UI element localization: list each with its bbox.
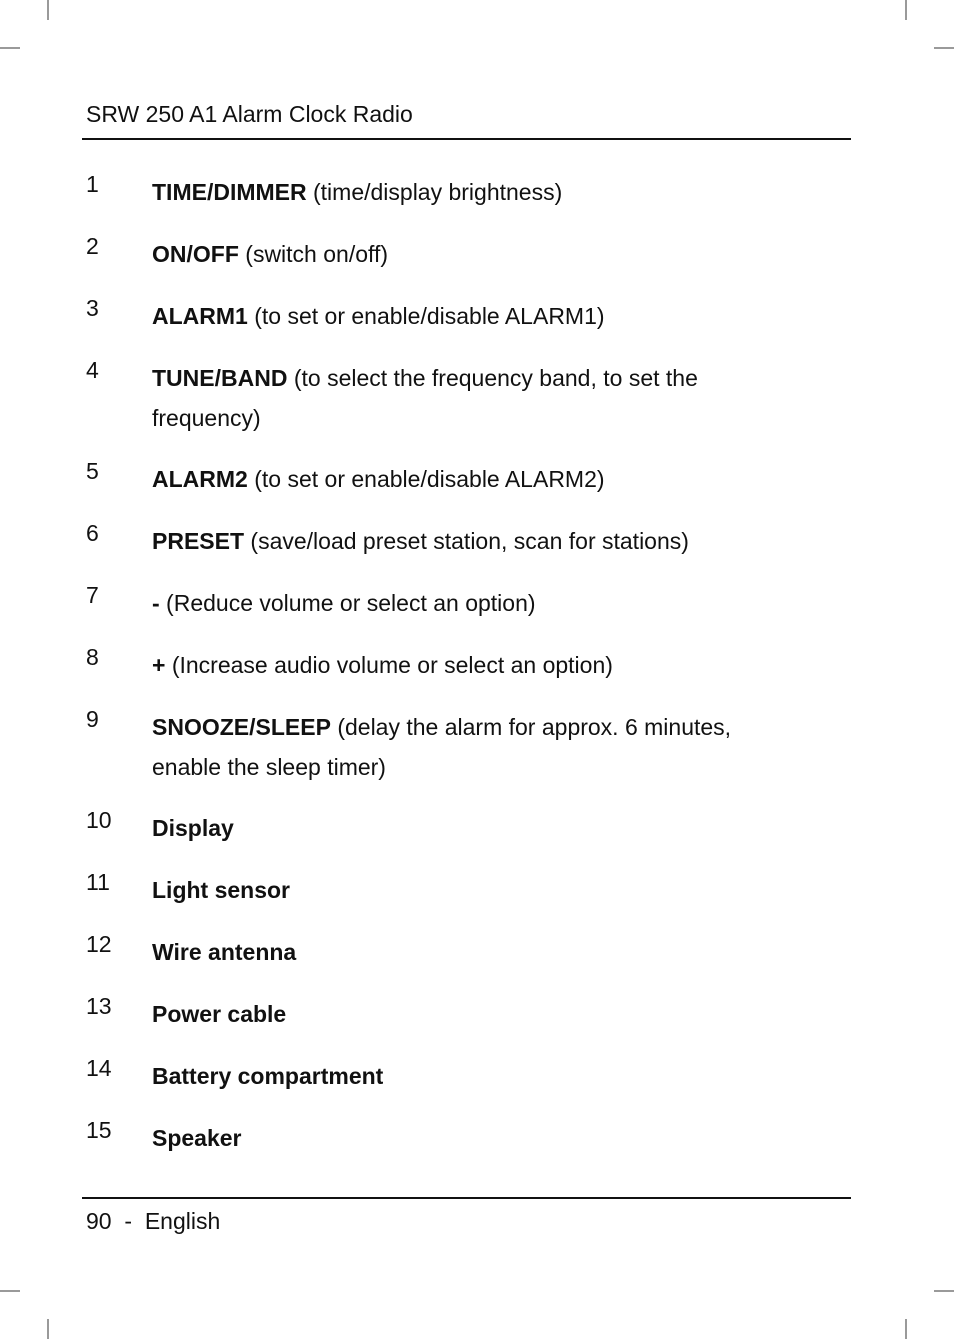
footer-language: English	[144, 1208, 221, 1234]
item-number: 3	[86, 295, 99, 321]
item-text	[152, 172, 772, 212]
header-rule	[82, 138, 851, 140]
item-number: 6	[86, 520, 99, 546]
item-text	[152, 1056, 772, 1096]
item-number: 7	[86, 582, 99, 608]
item-label: +	[152, 652, 166, 678]
item-description: (to select the frequency band, to set the frequency)	[152, 365, 698, 431]
item-number: 9	[86, 706, 99, 732]
item-label: TIME/DIMMER	[152, 179, 307, 205]
item-description: (Increase audio volume or select an option)	[165, 652, 613, 678]
item-number: 5	[86, 458, 99, 484]
item-description: (save/load preset station, scan for stations)	[244, 528, 689, 554]
crop-mark-top-right-horizontal	[934, 47, 954, 49]
footer-separator: -	[124, 1208, 133, 1234]
item-text	[152, 358, 752, 438]
footer-rule	[82, 1197, 851, 1199]
item-description: (switch on/off)	[238, 241, 389, 267]
page-number: 90	[86, 1208, 112, 1234]
crop-mark-bottom-left-vertical	[47, 1319, 49, 1339]
item-text	[152, 994, 772, 1034]
item-label: PRESET	[152, 528, 245, 554]
item-description: (to set or enable/disable ALARM2)	[247, 466, 605, 492]
item-number: 12	[86, 931, 112, 957]
item-label: SNOOZE/SLEEP	[152, 714, 331, 740]
item-text	[152, 521, 772, 561]
item-number: 2	[86, 233, 99, 259]
crop-mark-top-right-vertical	[905, 0, 907, 20]
page-header-title: SRW 250 A1 Alarm Clock Radio	[86, 101, 413, 127]
item-label: ALARM1	[152, 303, 248, 329]
item-number: 14	[86, 1055, 112, 1081]
item-label: TUNE/BAND	[152, 365, 288, 391]
item-text	[152, 583, 772, 623]
item-text	[152, 459, 772, 499]
item-number: 13	[86, 993, 112, 1019]
crop-mark-bottom-left-horizontal	[0, 1290, 20, 1292]
item-text	[152, 1118, 772, 1158]
item-text	[152, 808, 772, 848]
crop-mark-top-left-horizontal	[0, 47, 20, 49]
item-label: Wire antenna	[152, 939, 297, 965]
item-text	[152, 645, 772, 685]
item-label: Display	[152, 815, 234, 841]
item-description: (Reduce volume or select an option)	[159, 590, 536, 616]
item-text	[152, 707, 792, 787]
item-label: Battery compartment	[152, 1063, 384, 1089]
item-label: -	[152, 590, 160, 616]
item-text	[152, 932, 772, 972]
crop-mark-bottom-right-horizontal	[934, 1290, 954, 1292]
item-text	[152, 296, 772, 336]
item-number: 1	[86, 171, 99, 197]
item-label: Speaker	[152, 1125, 242, 1151]
item-label: ON/OFF	[152, 241, 239, 267]
crop-mark-top-left-vertical	[47, 0, 49, 20]
item-description: (to set or enable/disable ALARM1)	[247, 303, 605, 329]
item-description: (delay the alarm for approx. 6 minutes, enable the sleep timer)	[152, 714, 732, 780]
item-label: Light sensor	[152, 877, 291, 903]
item-number: 10	[86, 807, 112, 833]
item-label: ALARM2	[152, 466, 248, 492]
item-text	[152, 234, 772, 274]
item-number: 8	[86, 644, 99, 670]
item-description: (time/display brightness)	[306, 179, 563, 205]
item-number: 15	[86, 1117, 112, 1143]
item-label: Power cable	[152, 1001, 287, 1027]
item-number: 4	[86, 357, 99, 383]
crop-mark-bottom-right-vertical	[905, 1319, 907, 1339]
item-text	[152, 870, 772, 910]
page-footer	[86, 1207, 220, 1235]
item-number: 11	[86, 869, 110, 895]
